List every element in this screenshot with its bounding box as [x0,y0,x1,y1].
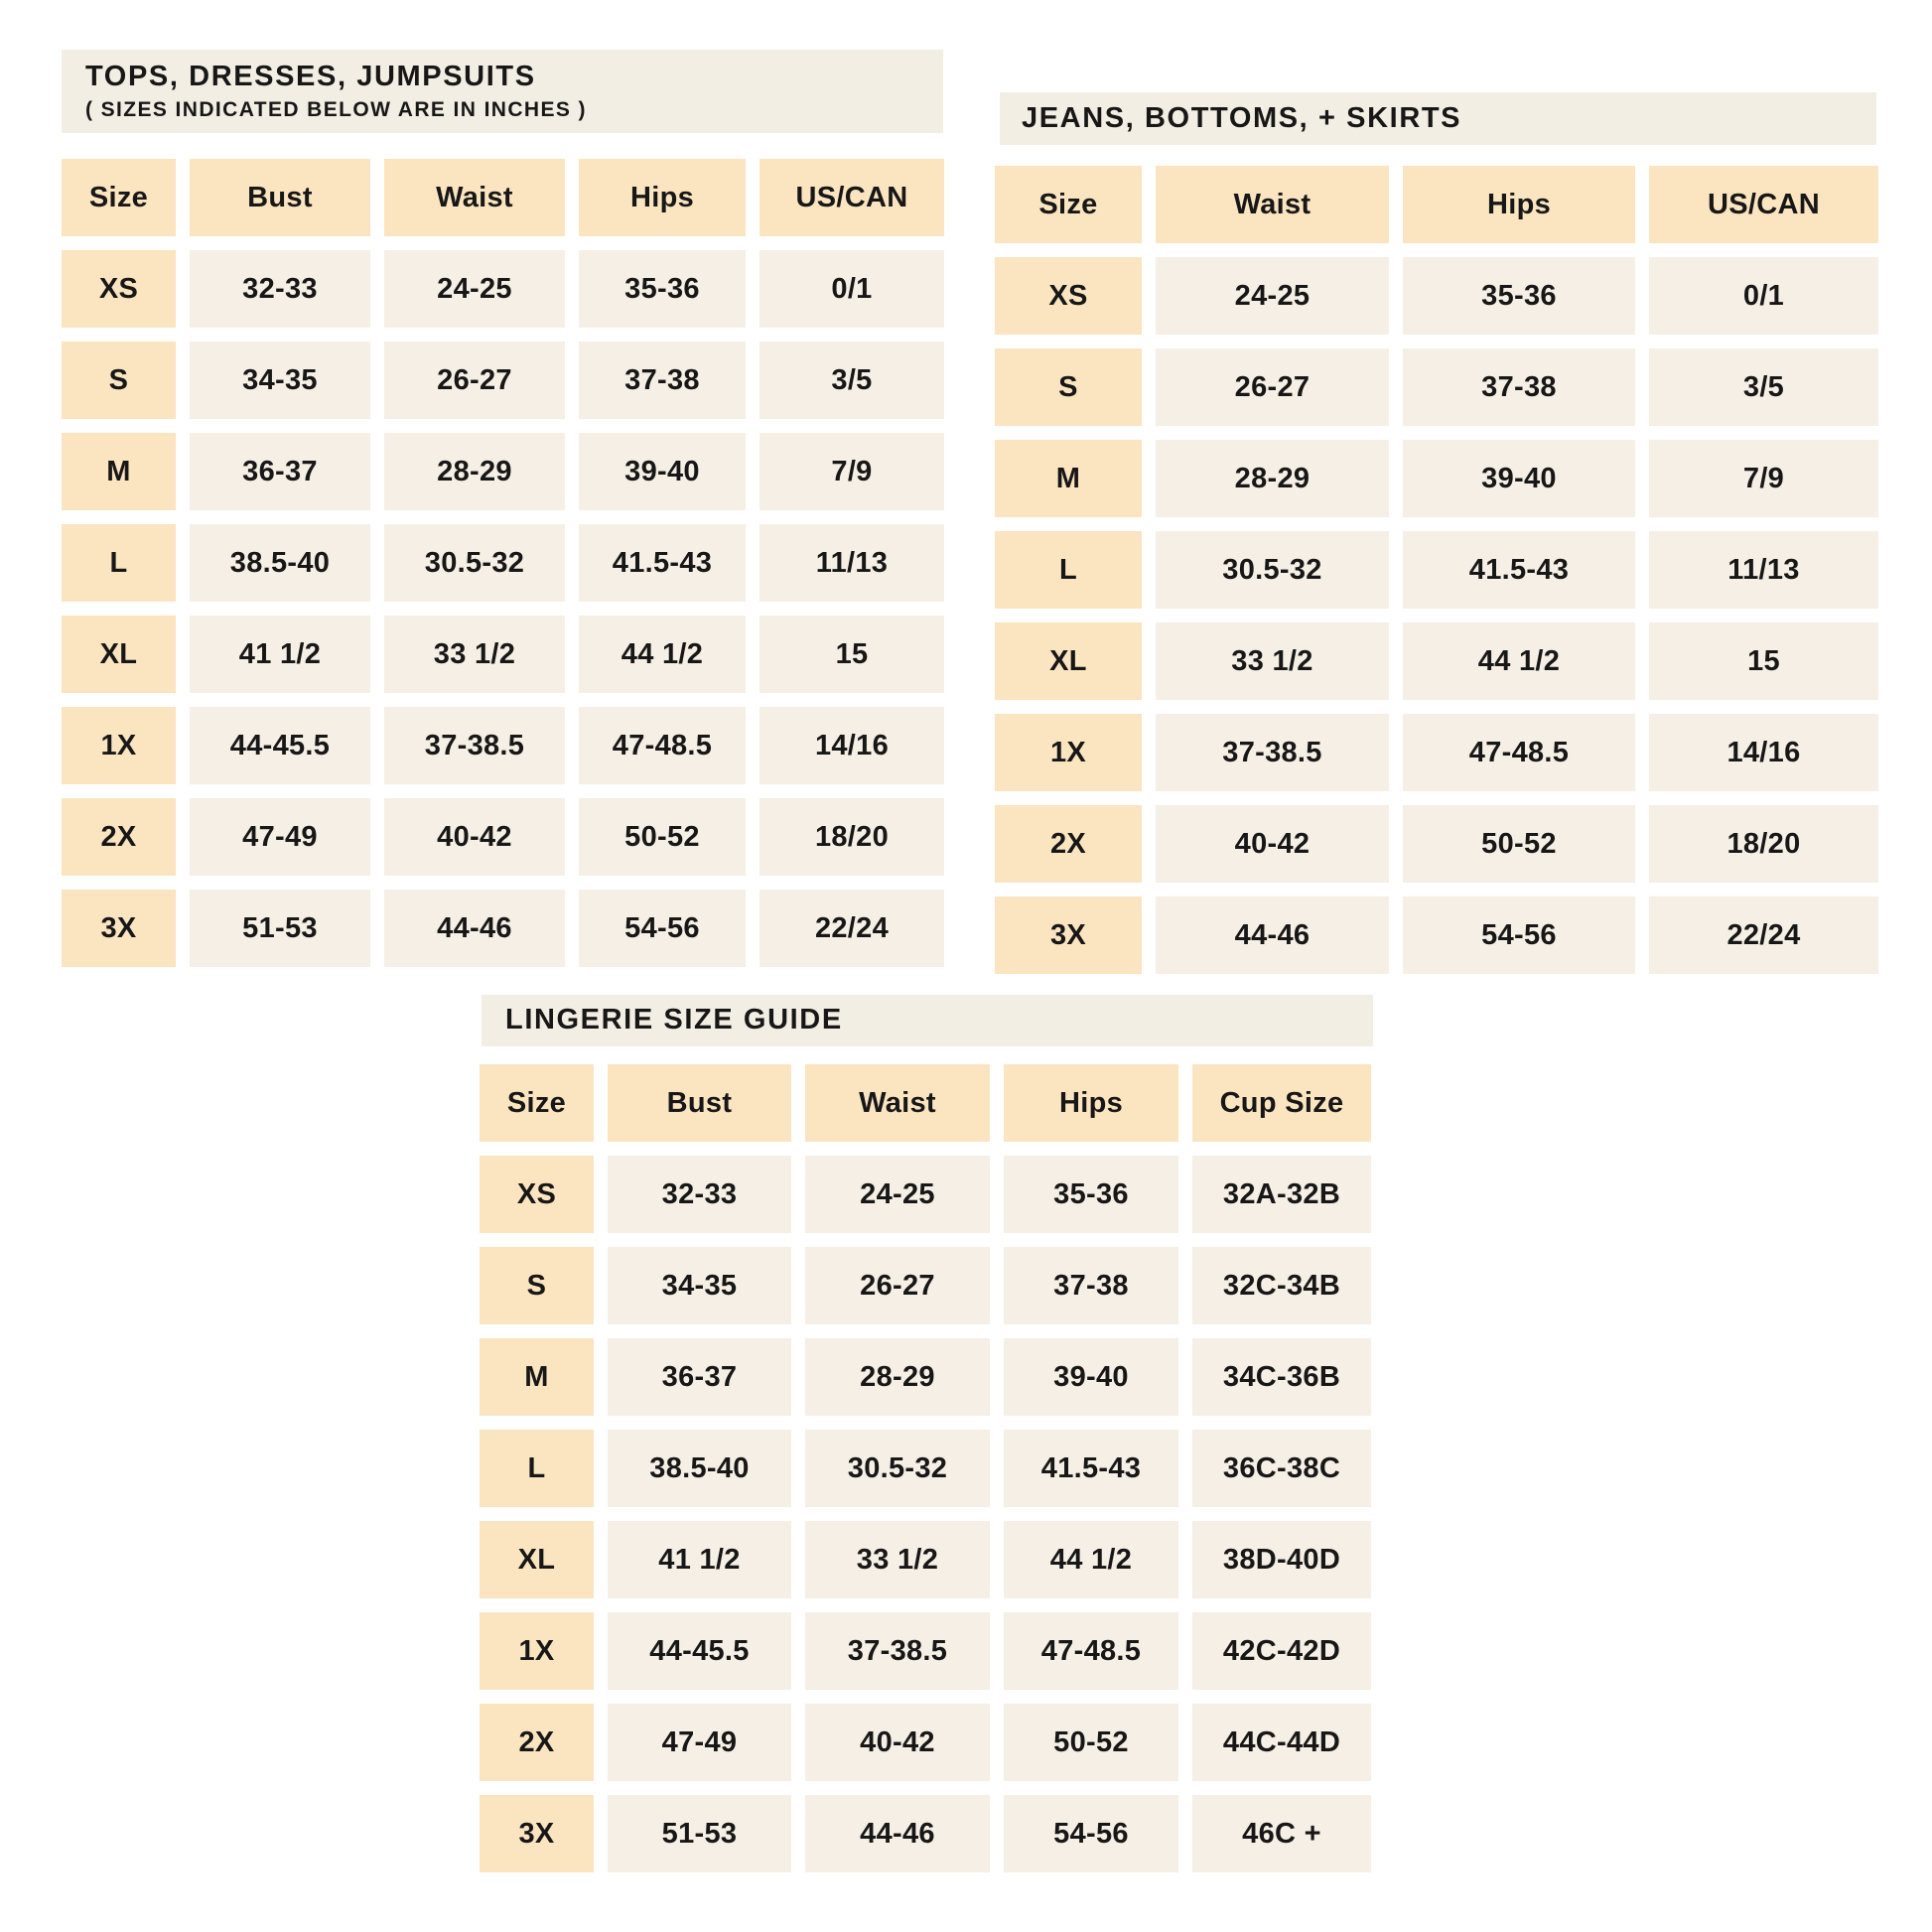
header-cell-bust: Bust [190,159,370,236]
size-cell: M [480,1338,594,1416]
value-cell: 44-46 [1156,897,1389,974]
value-cell: 14/16 [1649,714,1878,791]
header-cell-size: Size [62,159,176,236]
header-cell-hips: Hips [1403,166,1635,243]
value-cell: 47-48.5 [1004,1612,1178,1690]
value-cell: 44 1/2 [1403,622,1635,700]
value-cell: 38D-40D [1192,1521,1371,1598]
value-cell: 35-36 [579,250,746,328]
header-cell-size: Size [480,1064,594,1142]
tops-title: TOPS, DRESSES, JUMPSUITS [85,60,536,92]
value-cell: 26-27 [384,342,565,419]
header-cell-cupsize: Cup Size [1192,1064,1371,1142]
value-cell: 33 1/2 [1156,622,1389,700]
jeans-title-block [1000,92,1876,145]
value-cell: 40-42 [384,798,565,876]
value-cell: 47-48.5 [579,707,746,784]
value-cell: 44 1/2 [579,616,746,693]
value-cell: 44-45.5 [608,1612,791,1690]
tops-subtitle: ( SIZES INDICATED BELOW ARE IN INCHES ) [85,98,587,122]
size-cell: 1X [480,1612,594,1690]
size-cell: M [995,440,1142,517]
header-cell-hips: Hips [1004,1064,1178,1142]
value-cell: 41.5-43 [579,524,746,602]
jeans-table [995,166,1878,974]
lingerie-table [480,1064,1371,1872]
lingerie-title-block [482,995,1373,1046]
value-cell: 47-48.5 [1403,714,1635,791]
value-cell: 33 1/2 [805,1521,990,1598]
value-cell: 11/13 [1649,531,1878,609]
value-cell: 47-49 [190,798,370,876]
value-cell: 41 1/2 [190,616,370,693]
size-cell: L [480,1430,594,1507]
value-cell: 26-27 [1156,348,1389,426]
value-cell: 24-25 [805,1156,990,1233]
value-cell: 15 [759,616,944,693]
size-cell: 3X [480,1795,594,1872]
value-cell: 36-37 [190,433,370,510]
size-cell: 2X [995,805,1142,883]
value-cell: 28-29 [1156,440,1389,517]
value-cell: 14/16 [759,707,944,784]
value-cell: 7/9 [759,433,944,510]
value-cell: 44-46 [384,890,565,967]
value-cell: 34C-36B [1192,1338,1371,1416]
value-cell: 24-25 [384,250,565,328]
value-cell: 37-38 [579,342,746,419]
value-cell: 7/9 [1649,440,1878,517]
size-cell: XL [62,616,176,693]
size-cell: S [995,348,1142,426]
value-cell: 11/13 [759,524,944,602]
value-cell: 37-38.5 [1156,714,1389,791]
value-cell: 26-27 [805,1247,990,1324]
value-cell: 41.5-43 [1403,531,1635,609]
value-cell: 41 1/2 [608,1521,791,1598]
value-cell: 54-56 [1004,1795,1178,1872]
size-cell: S [480,1247,594,1324]
value-cell: 32-33 [190,250,370,328]
size-cell: XS [480,1156,594,1233]
value-cell: 44-45.5 [190,707,370,784]
size-cell: L [62,524,176,602]
value-cell: 32C-34B [1192,1247,1371,1324]
value-cell: 54-56 [579,890,746,967]
value-cell: 33 1/2 [384,616,565,693]
value-cell: 44-46 [805,1795,990,1872]
tops-title-block [62,50,943,133]
value-cell: 41.5-43 [1004,1430,1178,1507]
value-cell: 34-35 [190,342,370,419]
value-cell: 3/5 [1649,348,1878,426]
header-cell-size: Size [995,166,1142,243]
value-cell: 32A-32B [1192,1156,1371,1233]
value-cell: 50-52 [1004,1704,1178,1781]
value-cell: 28-29 [805,1338,990,1416]
value-cell: 28-29 [384,433,565,510]
value-cell: 22/24 [759,890,944,967]
value-cell: 39-40 [1004,1338,1178,1416]
size-cell: 3X [995,897,1142,974]
value-cell: 18/20 [1649,805,1878,883]
header-cell-waist: Waist [384,159,565,236]
value-cell: 37-38.5 [384,707,565,784]
value-cell: 15 [1649,622,1878,700]
value-cell: 22/24 [1649,897,1878,974]
value-cell: 32-33 [608,1156,791,1233]
size-cell: S [62,342,176,419]
value-cell: 46C + [1192,1795,1371,1872]
size-cell: XL [995,622,1142,700]
value-cell: 44C-44D [1192,1704,1371,1781]
value-cell: 30.5-32 [384,524,565,602]
value-cell: 30.5-32 [805,1430,990,1507]
value-cell: 44 1/2 [1004,1521,1178,1598]
value-cell: 0/1 [759,250,944,328]
value-cell: 35-36 [1403,257,1635,335]
value-cell: 39-40 [579,433,746,510]
lingerie-title: LINGERIE SIZE GUIDE [505,1004,843,1036]
header-cell-waist: Waist [805,1064,990,1142]
value-cell: 42C-42D [1192,1612,1371,1690]
size-cell: 1X [62,707,176,784]
value-cell: 47-49 [608,1704,791,1781]
size-cell: XL [480,1521,594,1598]
value-cell: 40-42 [1156,805,1389,883]
value-cell: 54-56 [1403,897,1635,974]
value-cell: 39-40 [1403,440,1635,517]
value-cell: 36C-38C [1192,1430,1371,1507]
size-cell: 2X [480,1704,594,1781]
size-cell: XS [62,250,176,328]
header-cell-uscan: US/CAN [759,159,944,236]
size-cell: M [62,433,176,510]
value-cell: 36-37 [608,1338,791,1416]
value-cell: 18/20 [759,798,944,876]
header-cell-bust: Bust [608,1064,791,1142]
value-cell: 51-53 [608,1795,791,1872]
value-cell: 0/1 [1649,257,1878,335]
value-cell: 30.5-32 [1156,531,1389,609]
value-cell: 37-38 [1403,348,1635,426]
value-cell: 40-42 [805,1704,990,1781]
header-cell-hips: Hips [579,159,746,236]
value-cell: 38.5-40 [608,1430,791,1507]
size-cell: 1X [995,714,1142,791]
value-cell: 34-35 [608,1247,791,1324]
value-cell: 51-53 [190,890,370,967]
size-cell: 3X [62,890,176,967]
header-cell-waist: Waist [1156,166,1389,243]
value-cell: 37-38 [1004,1247,1178,1324]
value-cell: 50-52 [1403,805,1635,883]
size-cell: L [995,531,1142,609]
size-cell: 2X [62,798,176,876]
size-cell: XS [995,257,1142,335]
value-cell: 35-36 [1004,1156,1178,1233]
value-cell: 50-52 [579,798,746,876]
value-cell: 37-38.5 [805,1612,990,1690]
jeans-title: JEANS, BOTTOMS, + SKIRTS [1022,101,1462,134]
header-cell-uscan: US/CAN [1649,166,1878,243]
value-cell: 24-25 [1156,257,1389,335]
value-cell: 3/5 [759,342,944,419]
tops-table [62,159,944,967]
value-cell: 38.5-40 [190,524,370,602]
